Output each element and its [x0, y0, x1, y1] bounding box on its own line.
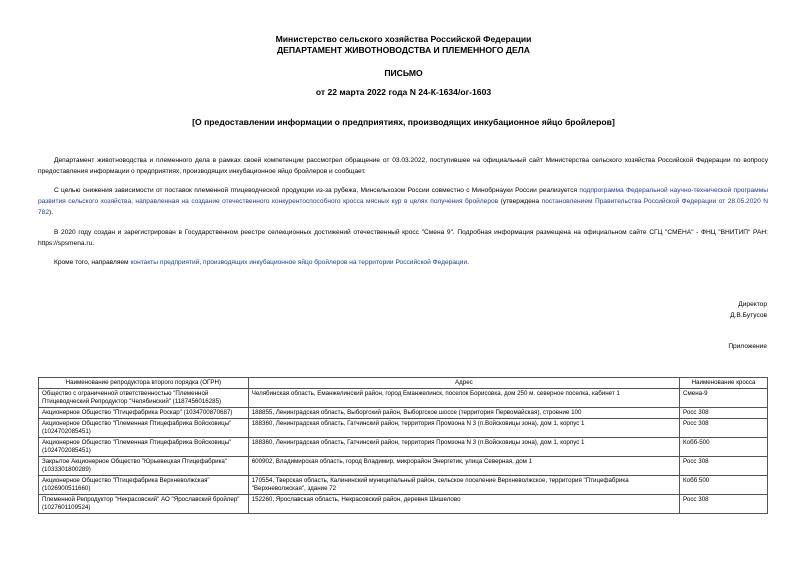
- cell-name: Акционерное Общество "Птицефабрика Роскар" (1034700870687): [39, 408, 249, 419]
- table-row: [39, 408, 768, 419]
- cell-address: 188360, Ленинградская область, Гатчинский район, территория Промзона N 3 (п.Войсковицы зона), дом 1, корпус 1: [248, 438, 679, 457]
- signature-name: Д.В.Бутусов: [730, 312, 767, 319]
- cell-cross: Росс 308: [680, 457, 768, 476]
- table-row: [39, 476, 768, 495]
- ministry-title: Министерство сельского хозяйства Российской Федерации: [275, 34, 532, 44]
- table-row: [39, 457, 768, 476]
- cell-cross: Смена-9: [680, 389, 768, 408]
- resolution-link[interactable]: постановлением Правительства Российской Федерации от 28.05.2020 N 782: [38, 198, 768, 216]
- cell-cross: Росс 308: [680, 419, 768, 438]
- paragraph-2-text-b: (утверждена: [498, 198, 542, 205]
- doc-subject: [О предоставлении информации о предприятиях, производящих инкубационное яйцо бройлеров]: [192, 117, 615, 127]
- table-row: [39, 419, 768, 438]
- contacts-link[interactable]: контакты предприятий, производящих инкубационное яйцо бройлеров на территории Российской Федерации: [130, 259, 468, 266]
- column-header-cross: Наименование кросса: [680, 378, 768, 389]
- cell-address: 600902, Владимирская область, город Владимир, микрорайон Энергетик, улица Северная, дом 1: [248, 457, 679, 476]
- cell-address: Челябинская область, Еманжелинский район, город Еманжелинск, поселок Борисовка, дом 250 м. северное поселка, кабинет 1: [248, 389, 679, 408]
- department-title: ДЕПАРТАМЕНТ ЖИВОТНОВОДСТВА И ПЛЕМЕННОГО ДЕЛА: [277, 45, 530, 55]
- doc-type: ПИСЬМО: [384, 68, 423, 78]
- cell-name: Племенной Репродуктор "Некрасовский" АО "Ярославский бройлер" (1027601109524): [39, 495, 249, 514]
- cell-cross: Кобб 500: [680, 476, 768, 495]
- enterprises-table: [38, 377, 768, 514]
- paragraph-2-text-a: С целью снижения зависимости от поставок племенной птицеводческой продукции из-за рубежа, Минсельхозом России совместно с Минобрнауки России реализуется: [54, 187, 580, 194]
- table-row: [39, 495, 768, 514]
- cell-address: 152260, Ярославская область, Некрасовский район, деревня Шишелово: [248, 495, 679, 514]
- cell-cross: Кобб-500: [680, 438, 768, 457]
- paragraph-2: [38, 185, 768, 218]
- cell-cross: Росс 308: [680, 408, 768, 419]
- column-header-address: Адрес: [248, 378, 679, 389]
- cell-name: Акционерное Общество "Племенная Птицефабрика Войсковицы" (1024702085451): [39, 419, 249, 438]
- cell-address: 170554, Тверская область, Калининский муниципальный район, сельское поселение Верхневолжское, территория "Птицефабрика "Верхневолжская", здание 72: [248, 476, 679, 495]
- table-row: [39, 438, 768, 457]
- doc-date-number: от 22 марта 2022 года N 24-К-1634/ог-1603: [315, 87, 492, 97]
- cell-name: Общество с ограниченной ответственностью "Племенной Птицеводческий Репродуктор "Челябинский" (1187456016285): [39, 389, 249, 408]
- signature-title: Директор: [738, 301, 767, 308]
- paragraph-4: [38, 257, 768, 268]
- paragraph-3-text: В 2020 году создан и зарегистрирован в Государственном реестре селекционных достижений отечественный кросс "Смена 9". Подробная информация размещена на официальном сайте СГЦ "СМЕНА" - ФНЦ "ВНИТИП" РАН: https://spsmena.ru.: [38, 229, 768, 247]
- appendix-label: Приложение: [728, 343, 767, 350]
- cell-name: Акционерное Общество "Птицефабрика Верхневолжская" (1026900511660): [39, 476, 249, 495]
- paragraph-3: [38, 227, 768, 249]
- paragraph-4-text-b: .: [467, 259, 469, 266]
- paragraph-1: [38, 155, 768, 177]
- paragraph-2-text-c: ).: [49, 209, 54, 216]
- column-header-name: Наименование репродуктора второго порядка (ОГРН): [39, 378, 249, 389]
- paragraph-4-text-a: Кроме того, направляем: [54, 259, 131, 266]
- cell-address: 188360, Ленинградская область, Гатчинский район, территория Промзона N 3 (п.Войсковицы зона), дом 1, корпус 1: [248, 419, 679, 438]
- cell-address: 188855, Ленинградская область, Выборгский район, Выборгское шоссе (территория Первомайская), строение 100: [248, 408, 679, 419]
- cell-name: Закрытое Акционерное Общество "Юрьевецкая Птицефабрика" (1033301800289): [39, 457, 249, 476]
- table-header-row: [39, 378, 768, 389]
- paragraph-1-text: Департамент животноводства и племенного дела в рамках своей компетенции рассмотрел обращение от 03.03.2022, поступившее на официальный сайт Министерства сельского хозяйства Российской Федерации по вопросу предоставления информации о предприятиях, производящих инкубационное яйцо бройлеров и сообщает.: [38, 157, 768, 175]
- cell-name: Акционерное Общество "Племенная Птицефабрика Войсковицы" (1024702085451): [39, 438, 249, 457]
- cell-cross: Росс 308: [680, 495, 768, 514]
- table-row: [39, 389, 768, 408]
- subprogram-link[interactable]: подпрограмма Федеральной научно-технической программы развития сельского хозяйства, направленная на создание отечественного конкурентоспособного кросса мясных кур в целях получения бройлеров: [38, 187, 768, 205]
